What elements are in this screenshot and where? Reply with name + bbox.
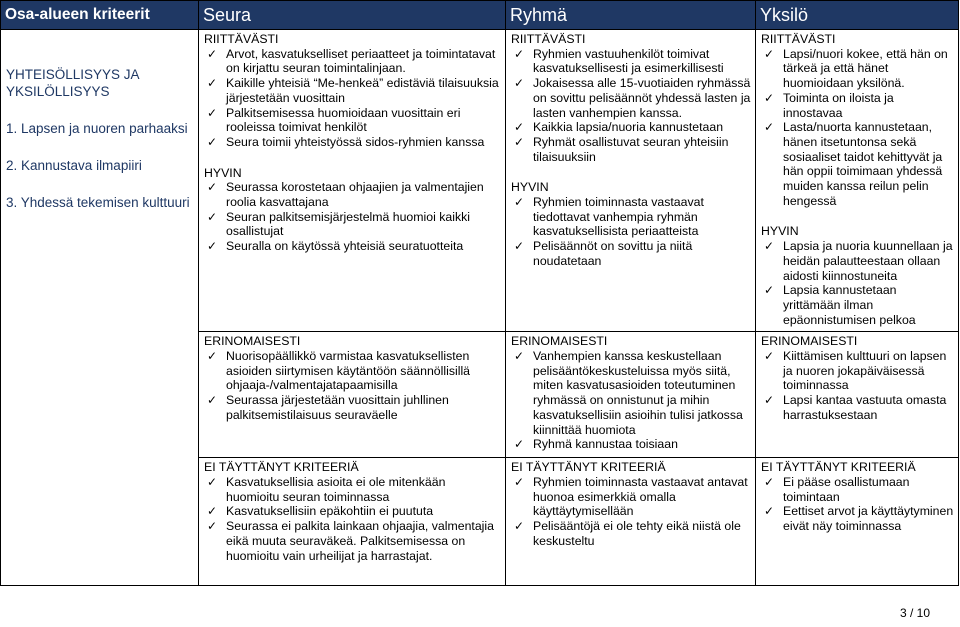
criteria-item: ✓ Vanhempien kanssa keskustellaan pelisääntökeskusteluissa myös siitä, miten kasvatusasioiden toteutuminen ryhmässä on onnistunut ja mihin kasvatuksellisiin asioihin tulisi jatkossa kiinnittää huomiota: [511, 349, 751, 437]
cell-yksilo-3: [756, 458, 959, 586]
criteria-item: ✓ Ryhmien toiminnasta vastaavat tiedottavat vanhempia ryhmän kasvatuksellisista periaatteista: [511, 195, 751, 239]
rating-heading: ERINOMAISESTI: [761, 334, 858, 349]
rating-heading: HYVIN: [511, 180, 549, 195]
criteria-item: ✓ Seurassa järjestetään vuosittain juhllinen palkitsemistilaisuus seuraväelle: [204, 393, 501, 422]
criteria-list: [204, 349, 501, 423]
cell-yksilo-1: [756, 30, 959, 332]
criteria-item: ✓ Lapsia kannustetaan yrittämään ilman epäonnistumisen pelkoa: [761, 283, 954, 327]
criteria-item: ✓ Ryhmien toiminnasta vastaavat antavat huonoa esimerkkiä omalla käyttäytymisellään: [511, 475, 751, 519]
row-1: [1, 30, 959, 332]
criteria-item: ✓ Ryhmä kannustaa toisiaan: [511, 437, 751, 452]
criteria-item: ✓ Lapsi kantaa vastuuta omasta harrastuksestaan: [761, 393, 954, 422]
rating-heading: ERINOMAISESTI: [204, 334, 301, 349]
criteria-item: ✓ Arvot, kasvatukselliset periaatteet ja toimintatavat on kirjattu seuran toimintalinjaan.: [204, 47, 501, 76]
rating-heading: RIITTÄVÄSTI: [204, 32, 279, 46]
criteria-item: ✓ Kaikkia lapsia/nuoria kannustetaan: [511, 120, 751, 135]
rating-heading: HYVIN: [204, 165, 242, 180]
rating-heading: EI TÄYTTÄNYT KRITEERIÄ: [511, 460, 666, 475]
criteria-item: ✓ Ei pääse osallistumaan toimintaan: [761, 475, 954, 504]
header-yksilo: Yksilö: [756, 1, 959, 30]
left-column: [1, 30, 199, 586]
criteria-list: [511, 475, 751, 549]
rating-heading: EI TÄYTTÄNYT KRITEERIÄ: [204, 460, 359, 475]
cell-yksilo-2: [756, 332, 959, 458]
criteria-list: [511, 349, 751, 452]
header-seura: Seura: [199, 1, 506, 30]
left-item-2: 2. Kannustava ilmapiiri: [6, 158, 142, 173]
criteria-list: [761, 349, 954, 423]
cell-ryhma-2: [506, 332, 756, 458]
left-title: YHTEISÖLLISYYS JA YKSILÖLLISYYS: [6, 67, 139, 99]
criteria-list: [761, 475, 954, 534]
criteria-list: [204, 180, 501, 254]
criteria-item: ✓ Kasvatuksellisiin epäkohtiin ei puututa: [204, 504, 501, 519]
criteria-item: ✓ Lapsi/nuori kokee, että hän on tärkeä ja että hänet huomioidaan yksilönä.: [761, 47, 954, 91]
criteria-item: ✓ Lasta/nuorta kannustetaan, hänen itsetuntonsa sekä sosiaaliset taidot kehittyvät ja hän oppii toimimaan yhdessä muiden kanssa reilun pelin hengessä: [761, 120, 954, 208]
header-row: [1, 1, 959, 30]
criteria-item: ✓ Seura toimii yhteistyössä sidos-ryhmien kanssa: [204, 135, 501, 150]
criteria-list: [204, 475, 501, 563]
criteria-item: ✓ Seurassa ei palkita lainkaan ohjaajia, valmentajia eikä muuta seuraväkeä. Palkitsemisessa on huomioitu vain urheilijat ja harrastajat.: [204, 519, 501, 563]
criteria-item: ✓ Jokaisessa alle 15-vuotiaiden ryhmässä on sovittu pelisäännöt yhdessä lasten ja lasten vanhempien kanssa.: [511, 76, 751, 120]
criteria-list: [761, 239, 954, 327]
criteria-item: ✓ Lapsia ja nuoria kuunnellaan ja heidän palautteestaan ollaan aidosti kiinnostuneita: [761, 239, 954, 283]
page-number: 3 / 10: [899, 606, 930, 620]
criteria-list: [761, 47, 954, 209]
cell-seura-1: [199, 30, 506, 332]
header-ryhma: Ryhmä: [506, 1, 756, 30]
criteria-list: [204, 47, 501, 150]
criteria-item: ✓ Kasvatuksellisia asioita ei ole mitenkään huomioitu seuran toiminnassa: [204, 475, 501, 504]
criteria-item: ✓ Eettiset arvot ja käyttäytyminen eivät näy toiminnassa: [761, 504, 954, 533]
rating-heading: ERINOMAISESTI: [511, 334, 608, 349]
criteria-item: ✓ Ryhmien vastuuhenkilöt toimivat kasvatuksellisesti ja esimerkillisesti: [511, 47, 751, 76]
left-item-1: 1. Lapsen ja nuoren parhaaksi: [6, 121, 188, 136]
criteria-item: ✓ Toiminta on iloista ja innostavaa: [761, 91, 954, 120]
criteria-item: ✓ Ryhmät osallistuvat seuran yhteisiin tilaisuuksiin: [511, 135, 751, 164]
criteria-item: ✓ Palkitsemisessa huomioidaan vuosittain eri rooleissa toimivat henkilöt: [204, 106, 501, 135]
criteria-item: ✓ Pelisääntöjä ei ole tehty eikä niistä ole keskusteltu: [511, 519, 751, 548]
criteria-item: ✓ Nuorisopäällikkö varmistaa kasvatuksellisten asioiden siirtymisen käytäntöön säännöllisillä ohjaaja-/valmentajatapaamisilla: [204, 349, 501, 393]
rating-heading: RIITTÄVÄSTI: [761, 32, 836, 46]
criteria-item: ✓ Seuralla on käytössä yhteisiä seuratuotteita: [204, 239, 501, 254]
criteria-item: ✓ Kiittämisen kulttuuri on lapsen ja nuoren jokapäiväisessä toiminnassa: [761, 349, 954, 393]
criteria-list: [511, 47, 751, 165]
criteria-item: ✓ Seurassa korostetaan ohjaajien ja valmentajien roolia kasvattajana: [204, 180, 501, 209]
criteria-item: ✓ Pelisäännöt on sovittu ja niitä noudatetaan: [511, 239, 751, 268]
rating-heading: RIITTÄVÄSTI: [511, 32, 586, 46]
criteria-item: ✓ Kaikille yhteisiä “Me-henkeä” edistäviä tilaisuuksia järjestetään vuosittain: [204, 76, 501, 105]
rating-heading: HYVIN: [761, 224, 799, 239]
cell-ryhma-1: [506, 30, 756, 332]
left-item-3: 3. Yhdessä tekemisen kulttuuri: [6, 195, 190, 210]
criteria-item: ✓ Seuran palkitsemisjärjestelmä huomioi kaikki osallistujat: [204, 210, 501, 239]
header-criteria: Osa-alueen kriteerit: [1, 1, 199, 30]
rating-heading: EI TÄYTTÄNYT KRITEERIÄ: [761, 460, 916, 475]
criteria-list: [511, 195, 751, 269]
cell-seura-3: [199, 458, 506, 586]
cell-seura-2: [199, 332, 506, 458]
cell-ryhma-3: [506, 458, 756, 586]
